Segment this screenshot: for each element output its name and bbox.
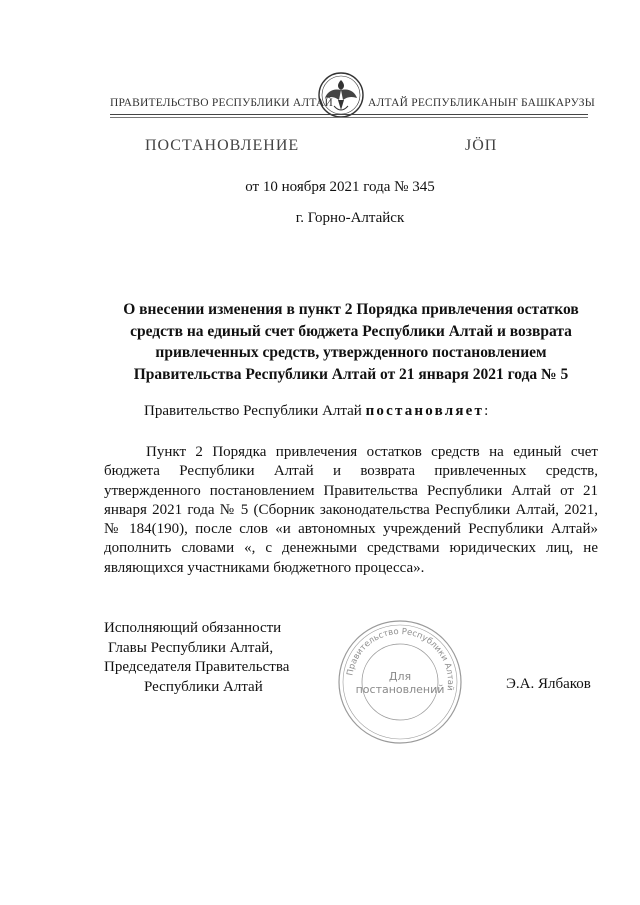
doc-type-alt: JӦП (465, 137, 498, 154)
document-title: О внесении изменения в пункт 2 Порядка привлечения остатков средств на единый счет бюджета Республики Алтай и возврата привлеченных средств, утвержденного постановлением Правительства Республики Алтай от 21 января 2021 года № 5 (123, 301, 579, 383)
position-line: Республики Алтай (144, 678, 263, 695)
date-number: от 10 ноября 2021 года № 345 (245, 179, 435, 195)
resolve-prefix: Правительство Республики Алтай (144, 403, 366, 419)
stamp-ring-text: Правительство Республики Алтай (345, 626, 456, 692)
resolve-line (144, 403, 488, 420)
stamp-center-text (350, 670, 450, 696)
body-paragraph: Пункт 2 Порядка привлечения остатков средств на единый счет бюджета Республики Алтай и возврата привлеченных средств, утвержденного постановлением Правительства Республики Алтай от 21 января 2021 года № 5 (Сборник законодательства Республики Алтай, 2021, № 184(190), после слов «и автономных учреждений Республики Алтай» дополнить словами «, с денежными средствами юридических лиц, не являющихся участниками бюджетного процесса». (104, 444, 598, 576)
signatory-name: Э.А. Ялбаков (506, 676, 591, 692)
signatory-position (104, 619, 304, 697)
coat-of-arms-emblem (316, 70, 366, 120)
doc-type-ru: ПОСТАНОВЛЕНИЕ (145, 137, 300, 154)
position-line: Исполняющий обязанности (104, 620, 282, 636)
stamp-center-line: Для (388, 670, 412, 683)
header-left-title: ПРАВИТЕЛЬСТВО РЕСПУБЛИКИ АЛТАЙ (110, 97, 334, 109)
resolve-suffix: : (484, 403, 489, 419)
position-line: Главы Республики Алтай, (108, 639, 274, 656)
position-line: Председателя Правительства (104, 659, 290, 675)
header-rule-thin (110, 117, 588, 118)
header-right-title: АЛТАЙ РЕСПУБЛИКАНЫҤ БАШКАРУЗЫ (368, 97, 595, 109)
city: г. Горно-Алтайск (295, 210, 405, 226)
header-rule (110, 114, 588, 115)
stamp-center-line: постановлений (355, 683, 445, 696)
resolve-verb: постановляет (365, 403, 485, 419)
